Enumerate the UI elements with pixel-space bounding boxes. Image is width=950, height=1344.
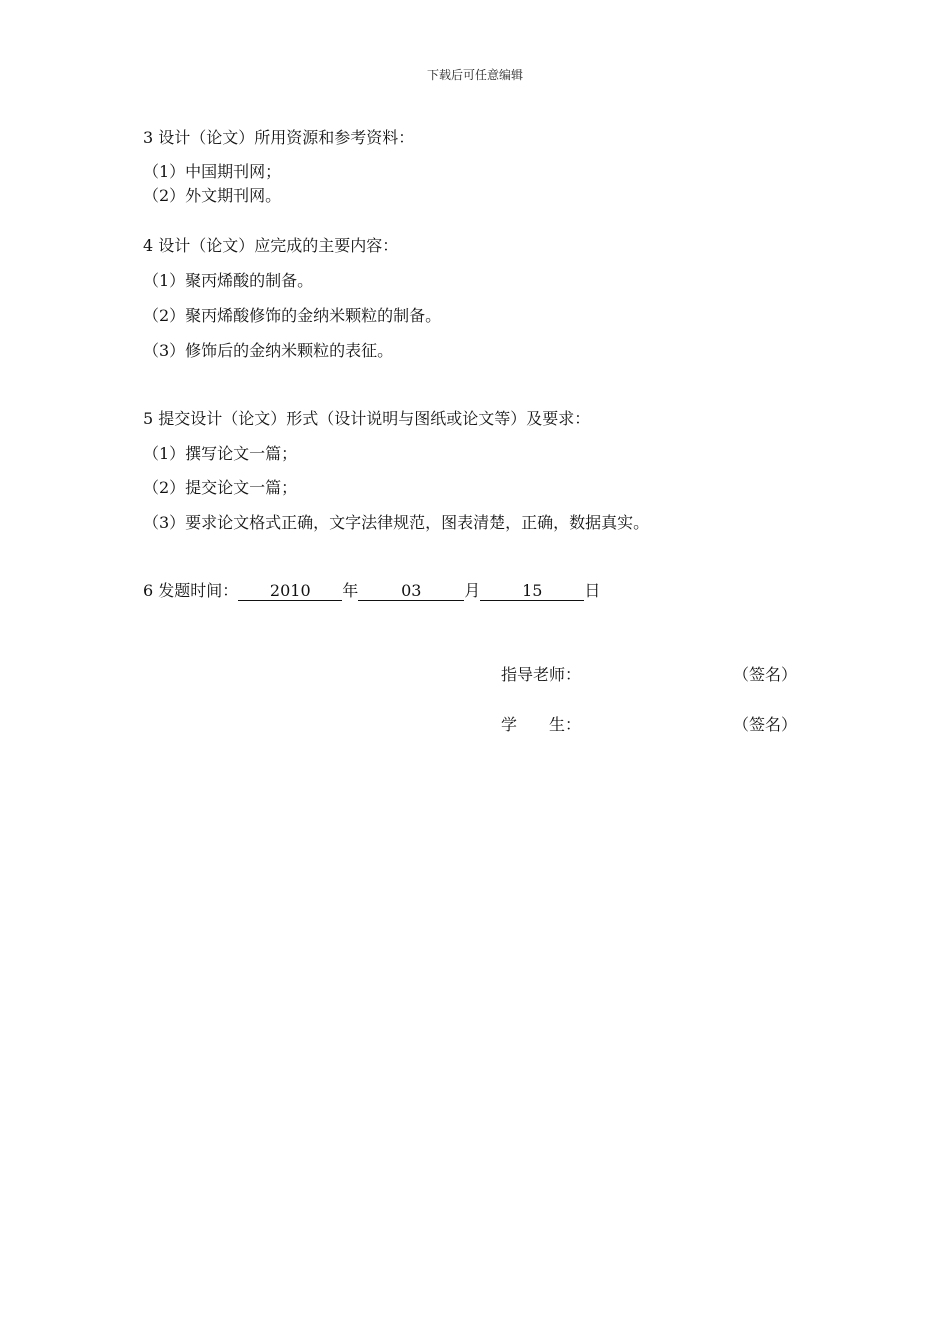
section-4-item-3: （3）修饰后的金纳米颗粒的表征。 [143,341,394,360]
section-3-item-2: （2）外文期刊网。 [143,186,282,205]
section-4-title: 4 设计（论文）应完成的主要内容： [143,236,399,255]
month-unit: 月 [464,581,481,600]
issue-date-row [143,581,600,601]
section-5-item-1: （1）撰写论文一篇； [143,444,298,463]
section-5-item-3: （3）要求论文格式正确，文字法律规范，图表清楚，正确，数据真实。 [143,513,650,532]
issue-date-label: 6 发题时间： [143,581,239,600]
section-5-item-2: （2）提交论文一篇； [143,478,298,497]
section-4-item-2: （2）聚丙烯酸修饰的金纳米颗粒的制备。 [143,306,442,325]
student-signature-label: 学 生： [501,715,582,734]
section-5-title: 5 提交设计（论文）形式（设计说明与图纸或论文等）及要求： [143,409,591,428]
student-sign-note: （签名） [733,715,798,734]
section-4-item-1: （1）聚丙烯酸的制备。 [143,271,314,290]
day-unit: 日 [584,581,601,600]
advisor-sign-note: （签名） [733,665,798,684]
issue-day: 15 [480,582,584,601]
section-3-title: 3 设计（论文）所用资源和参考资料： [143,128,415,147]
year-unit: 年 [342,581,359,600]
page-header: 下载后可任意编辑 [426,68,523,82]
issue-month: 03 [358,582,464,601]
section-3-item-1: （1）中国期刊网； [143,162,282,181]
issue-year: 2010 [238,582,342,601]
advisor-signature-label: 指导老师： [501,665,582,684]
